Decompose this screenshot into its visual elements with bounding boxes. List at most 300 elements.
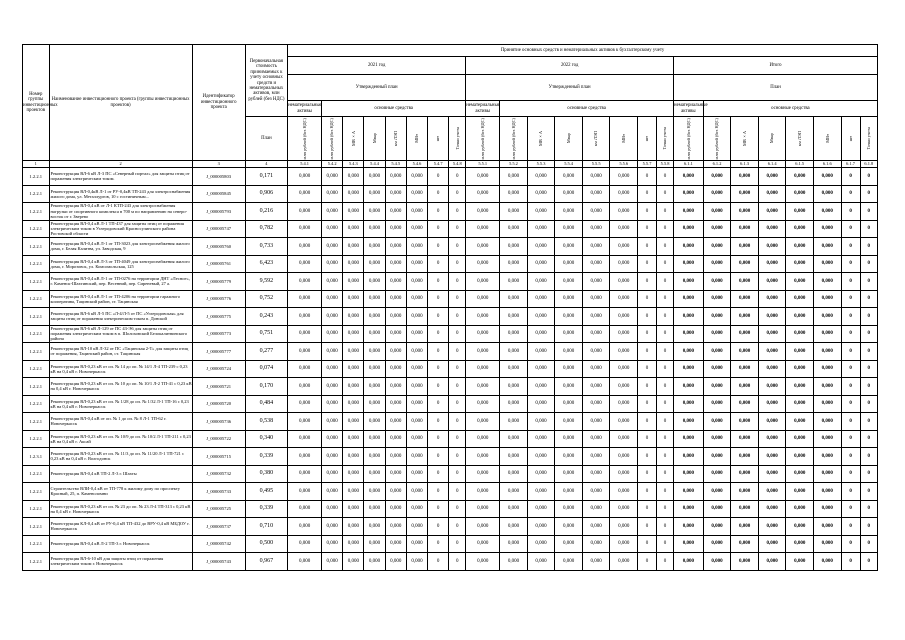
row-value: 0,000 — [786, 535, 814, 553]
row-value: 0,000 — [610, 535, 638, 553]
row-value: 0,000 — [322, 325, 343, 343]
row-value: 0,000 — [786, 448, 814, 466]
row-value: 0,000 — [731, 273, 759, 291]
row-value: 0 — [657, 535, 674, 553]
row-value: 0,000 — [731, 413, 759, 431]
row-value: 0 — [860, 465, 877, 483]
row-value: 0,000 — [500, 185, 528, 203]
row-value: 0,000 — [364, 220, 385, 238]
row-initial-cost: 0,339 — [245, 500, 287, 518]
row-group-code: 1.2.2.1 — [23, 465, 50, 483]
row-value: 0 — [428, 500, 449, 518]
row-value: 0,000 — [527, 168, 555, 186]
row-group-code: 1.2.2.1 — [23, 238, 50, 256]
row-value: 0,000 — [385, 483, 406, 501]
row-value: 0,000 — [385, 325, 406, 343]
row-value: 0,000 — [406, 483, 427, 501]
row-value: 0,000 — [364, 308, 385, 326]
row-value: 0,000 — [703, 360, 731, 378]
row-value: 0,000 — [813, 553, 841, 571]
row-value: 0,000 — [364, 360, 385, 378]
row-value: 0,000 — [610, 238, 638, 256]
row-project-name: Реконструкция ВЛ-0,4 кВ Л-1 от ТП-3023 для электроснабжения жилого дома, г. Белая Калитва, ул. Заводская, 9 — [49, 238, 192, 256]
row-value: 0,000 — [527, 413, 555, 431]
row-value: 0,000 — [813, 413, 841, 431]
row-value: 0 — [428, 483, 449, 501]
row-value: 0 — [637, 290, 656, 308]
row-project-id: J_000005747 — [192, 220, 245, 238]
row-value: 0,000 — [364, 343, 385, 361]
row-value: 0 — [860, 290, 877, 308]
row-project-id: J_000005742 — [192, 535, 245, 553]
column-number: 1 — [23, 161, 50, 168]
column-number: 3 — [192, 161, 245, 168]
row-initial-cost: 0,751 — [245, 325, 287, 343]
row-value: 0,000 — [406, 448, 427, 466]
row-value: 0,000 — [527, 378, 555, 396]
row-value: 0,000 — [758, 553, 786, 571]
row-value: 0,000 — [731, 430, 759, 448]
row-value: 0 — [860, 185, 877, 203]
row-project-id: J_000005724 — [192, 360, 245, 378]
table-row — [23, 535, 878, 553]
table-row — [23, 465, 878, 483]
row-value: 0,000 — [343, 360, 364, 378]
row-value: 0 — [860, 220, 877, 238]
row-project-name: Реконструкция ВЛ-6 кВ Л-5 ПС «Л-4/Л-5 от ПС «Углеродовская» для защиты птиц от поражения электрическим током п. Донской — [49, 308, 192, 326]
row-value: 0 — [449, 325, 466, 343]
row-value: 0 — [657, 203, 674, 221]
row-value: 0,000 — [555, 553, 583, 571]
row-value: 0,000 — [703, 255, 731, 273]
row-value: 0,000 — [466, 395, 500, 413]
row-value: 0,000 — [288, 308, 322, 326]
row-value: 0,000 — [406, 360, 427, 378]
row-value: 0 — [428, 255, 449, 273]
row-value: 0 — [637, 430, 656, 448]
row-value: 0,000 — [406, 203, 427, 221]
row-value: 0 — [449, 500, 466, 518]
row-value: 0 — [841, 255, 860, 273]
row-value: 0,000 — [786, 255, 814, 273]
row-value: 0,000 — [555, 255, 583, 273]
row-value: 0 — [657, 360, 674, 378]
row-value: 0,000 — [385, 535, 406, 553]
row-value: 0,000 — [610, 360, 638, 378]
header-plan-total: План — [674, 75, 878, 101]
row-value: 0 — [637, 378, 656, 396]
column-number: 5.4.3 — [343, 161, 364, 168]
header-unit-2022-7: шт — [637, 117, 656, 161]
column-number-row — [23, 161, 878, 168]
row-value: 0,000 — [674, 535, 704, 553]
row-value: 0,000 — [703, 343, 731, 361]
row-value: 0,000 — [786, 308, 814, 326]
row-value: 0,000 — [582, 308, 610, 326]
row-value: 0,000 — [610, 290, 638, 308]
row-value: 0,000 — [758, 168, 786, 186]
row-value: 0 — [428, 168, 449, 186]
row-value: 0,000 — [500, 448, 528, 466]
column-number: 5.4.8 — [449, 161, 466, 168]
row-value: 0,000 — [731, 465, 759, 483]
row-value: 0,000 — [555, 448, 583, 466]
row-value: 0,000 — [674, 553, 704, 571]
row-value: 0,000 — [786, 518, 814, 536]
row-value: 0,000 — [527, 518, 555, 536]
row-value: 0 — [860, 273, 877, 291]
row-value: 0,000 — [786, 325, 814, 343]
row-value: 0,000 — [288, 325, 322, 343]
row-value: 0,000 — [674, 185, 704, 203]
row-value: 0,000 — [731, 360, 759, 378]
row-value: 0,000 — [813, 185, 841, 203]
row-value: 0,000 — [322, 500, 343, 518]
header-unit-2021-7: шт — [428, 117, 449, 161]
row-value: 0,000 — [813, 465, 841, 483]
row-value: 0,000 — [288, 220, 322, 238]
row-value: 0 — [428, 553, 449, 571]
row-value: 0,000 — [703, 378, 731, 396]
row-value: 0 — [657, 395, 674, 413]
row-project-id: J_000005732 — [192, 465, 245, 483]
row-group-code: 1.2.2.1 — [23, 518, 50, 536]
row-value: 0,000 — [406, 378, 427, 396]
row-value: 0,000 — [731, 378, 759, 396]
row-value: 0,000 — [786, 290, 814, 308]
row-value: 0 — [449, 185, 466, 203]
row-value: 0,000 — [364, 290, 385, 308]
table-row — [23, 413, 878, 431]
row-value: 0,000 — [500, 378, 528, 396]
row-value: 0,000 — [786, 238, 814, 256]
row-value: 0,000 — [500, 273, 528, 291]
row-value: 0,000 — [555, 238, 583, 256]
table-row — [23, 395, 878, 413]
row-value: 0,000 — [703, 483, 731, 501]
column-number: 5.4.1 — [288, 161, 322, 168]
row-value: 0 — [449, 238, 466, 256]
row-value: 0 — [841, 290, 860, 308]
row-value: 0,000 — [343, 395, 364, 413]
row-value: 0,000 — [610, 220, 638, 238]
row-value: 0 — [657, 325, 674, 343]
row-value: 0,000 — [786, 220, 814, 238]
row-value: 0 — [449, 378, 466, 396]
row-value: 0,000 — [555, 185, 583, 203]
row-value: 0,000 — [582, 220, 610, 238]
row-value: 0,000 — [343, 168, 364, 186]
row-project-name: Реконструкция ВЛ-0,23 кВ от оп. № 14 до оп. № 14/1 Л-4 ТП-239 с 0,23 кВ на 0,4 кВ г. Новочеркасск — [49, 360, 192, 378]
row-value: 0,000 — [555, 483, 583, 501]
row-value: 0 — [449, 518, 466, 536]
row-value: 0,000 — [527, 238, 555, 256]
row-value: 0,000 — [555, 343, 583, 361]
row-value: 0 — [637, 518, 656, 536]
row-value: 0,000 — [343, 238, 364, 256]
row-value: 0 — [657, 308, 674, 326]
row-initial-cost: 0,752 — [245, 290, 287, 308]
header-cost-plan: План — [245, 117, 287, 161]
column-number: 6.1.4 — [758, 161, 786, 168]
row-value: 0,000 — [758, 308, 786, 326]
row-value: 0 — [449, 168, 466, 186]
row-value: 0,000 — [582, 343, 610, 361]
row-value: 0,000 — [703, 430, 731, 448]
row-value: 0,000 — [364, 413, 385, 431]
row-value: 0,000 — [527, 360, 555, 378]
row-value: 0,000 — [466, 308, 500, 326]
row-value: 0,000 — [703, 185, 731, 203]
row-value: 0,000 — [466, 238, 500, 256]
row-value: 0,000 — [813, 273, 841, 291]
row-value: 0,000 — [500, 290, 528, 308]
header-intangible-2021: нематериальные активы — [288, 101, 322, 117]
row-value: 0,000 — [582, 325, 610, 343]
row-value: 0 — [657, 448, 674, 466]
row-value: 0 — [657, 378, 674, 396]
row-initial-cost: 0,074 — [245, 360, 287, 378]
row-value: 0,000 — [674, 325, 704, 343]
header-intangible-total: нематериальные активы — [674, 101, 704, 117]
row-value: 0,000 — [364, 448, 385, 466]
header-unit-total-8: Точки учета — [860, 117, 877, 161]
row-value: 0 — [860, 413, 877, 431]
header-year-2021: 2021 год — [288, 57, 466, 75]
table-row — [23, 378, 878, 396]
row-value: 0,000 — [582, 483, 610, 501]
row-value: 0 — [428, 465, 449, 483]
row-value: 0,000 — [500, 395, 528, 413]
column-number: 6.1.7 — [841, 161, 860, 168]
row-group-code: 1.2.2.1 — [23, 168, 50, 186]
row-value: 0,000 — [406, 273, 427, 291]
row-value: 0,000 — [527, 325, 555, 343]
table-row — [23, 238, 878, 256]
row-project-id: J_000005760 — [192, 238, 245, 256]
row-initial-cost: 0,380 — [245, 465, 287, 483]
row-value: 0 — [449, 203, 466, 221]
row-value: 0 — [657, 553, 674, 571]
row-value: 0,000 — [385, 343, 406, 361]
header-unit-2021-6: МВт — [406, 117, 427, 161]
row-value: 0,000 — [364, 185, 385, 203]
row-project-name: Реконструкция КЛ-0,4 кВ от РУ-0,4 кВ ТП-432 до ВРУ-0,4 кВ МБДОУ г. Новочеркасск — [49, 518, 192, 536]
row-value: 0,000 — [385, 413, 406, 431]
row-value: 0,000 — [813, 518, 841, 536]
row-value: 0,000 — [322, 465, 343, 483]
row-value: 0,000 — [343, 413, 364, 431]
row-value: 0,000 — [500, 500, 528, 518]
row-value: 0,000 — [610, 448, 638, 466]
header-unit-2022-5: км ЛЭП — [582, 117, 610, 161]
row-project-name: Реконструкция ВЛ-0,4 кВ Л-2 ТП-3 г. Новочеркасск — [49, 535, 192, 553]
row-initial-cost: 0,733 — [245, 238, 287, 256]
row-value: 0,000 — [758, 255, 786, 273]
header-unit-2022-2: млн рублей (без НДС) — [500, 117, 528, 161]
header-approved-2022: Утвержденный план — [466, 75, 674, 101]
row-value: 0,000 — [703, 290, 731, 308]
row-value: 0,000 — [288, 518, 322, 536]
row-value: 0,000 — [466, 535, 500, 553]
row-value: 0,000 — [385, 185, 406, 203]
row-group-code: 1.2.2.1 — [23, 360, 50, 378]
row-value: 0,000 — [582, 448, 610, 466]
row-group-code: 1.2.2.1 — [23, 500, 50, 518]
row-project-name: Реконструкция ВЛ-0,4кВ Л-1 от РУ-0,4кВ ТП-243 для электроснабжения жилого дома, ул. Металлургов, 10 с гостиничным... — [49, 185, 192, 203]
row-value: 0,000 — [364, 535, 385, 553]
row-value: 0,000 — [582, 238, 610, 256]
column-number: 5.5.3 — [527, 161, 555, 168]
header-group-code: Номер группы инвестиционных проектов — [23, 45, 50, 161]
row-value: 0,000 — [466, 220, 500, 238]
row-value: 0 — [657, 273, 674, 291]
row-value: 0 — [841, 273, 860, 291]
row-value: 0,000 — [703, 465, 731, 483]
row-value: 0 — [428, 343, 449, 361]
row-value: 0,000 — [343, 483, 364, 501]
row-value: 0 — [841, 483, 860, 501]
row-project-name: Реконструкция ВЛ-0,23 кВ от оп. № 23 до оп. № 23 Л-4 ТП-313 с 0,23 кВ на 0,4 кВ г. Новочеркасск — [49, 500, 192, 518]
row-project-name: Реконструкция ВЛ-6-10 кВ для защиты птиц от поражения электрическим током г. Новочеркасск — [49, 553, 192, 571]
row-value: 0,000 — [582, 430, 610, 448]
row-value: 0 — [860, 343, 877, 361]
row-value: 0,000 — [343, 378, 364, 396]
row-value: 0,000 — [555, 465, 583, 483]
row-value: 0,000 — [758, 500, 786, 518]
row-value: 0,000 — [322, 535, 343, 553]
row-initial-cost: 0,500 — [245, 535, 287, 553]
row-value: 0,000 — [813, 430, 841, 448]
row-value: 0,000 — [758, 273, 786, 291]
row-project-name: Реконструкция ВЛ-0,4 кВ Л-1 от ТП-0276 на территории ДНТ «Лесное», г. Каменск-Шахтинский, пер. Весенний, пер. Сиреневый, 27 а. — [49, 273, 192, 291]
row-value: 0,000 — [674, 220, 704, 238]
row-value: 0,000 — [674, 203, 704, 221]
header-fixed-total: основные средства — [703, 101, 877, 117]
row-value: 0,000 — [758, 448, 786, 466]
row-value: 0,000 — [813, 395, 841, 413]
row-value: 0,000 — [610, 483, 638, 501]
column-number: 6.1.3 — [731, 161, 759, 168]
row-project-name: Реконструкция ВЛ-6 кВ Л-3 ПС «Северный портал» для защиты птиц от поражения электрическим током. — [49, 168, 192, 186]
row-value: 0,000 — [343, 273, 364, 291]
row-value: 0 — [428, 518, 449, 536]
header-unit-2021-8: Точки учета — [449, 117, 466, 161]
row-value: 0,000 — [786, 203, 814, 221]
table-row — [23, 553, 878, 571]
row-value: 0,000 — [674, 360, 704, 378]
row-value: 0,000 — [385, 448, 406, 466]
row-value: 0,000 — [786, 500, 814, 518]
row-value: 0 — [860, 483, 877, 501]
row-value: 0,000 — [466, 413, 500, 431]
row-value: 0,000 — [406, 325, 427, 343]
row-value: 0,000 — [322, 360, 343, 378]
table-row — [23, 500, 878, 518]
row-value: 0,000 — [582, 378, 610, 396]
column-number: 5.4.7 — [428, 161, 449, 168]
table-row — [23, 448, 878, 466]
column-number: 5.5.4 — [555, 161, 583, 168]
row-value: 0,000 — [786, 343, 814, 361]
row-value: 0,000 — [322, 395, 343, 413]
row-value: 0 — [449, 465, 466, 483]
row-value: 0,000 — [364, 238, 385, 256]
row-value: 0,000 — [385, 553, 406, 571]
row-value: 0,000 — [758, 518, 786, 536]
row-group-code: 1.2.2.1 — [23, 203, 50, 221]
row-value: 0 — [841, 448, 860, 466]
row-value: 0,000 — [343, 325, 364, 343]
row-value: 0 — [657, 500, 674, 518]
row-initial-cost: 0,243 — [245, 308, 287, 326]
row-value: 0 — [841, 395, 860, 413]
row-value: 0,000 — [786, 395, 814, 413]
row-value: 0 — [860, 255, 877, 273]
row-value: 0,000 — [703, 238, 731, 256]
column-number: 5.5.8 — [657, 161, 674, 168]
row-project-id: J_000005736 — [192, 413, 245, 431]
row-value: 0,000 — [288, 395, 322, 413]
row-project-id: J_000005777 — [192, 343, 245, 361]
row-value: 0,000 — [406, 220, 427, 238]
row-value: 0 — [841, 343, 860, 361]
row-group-code: 1.2.2.1 — [23, 185, 50, 203]
row-value: 0,000 — [610, 343, 638, 361]
row-value: 0,000 — [500, 238, 528, 256]
row-value: 0,000 — [343, 553, 364, 571]
row-value: 0,000 — [582, 168, 610, 186]
row-value: 0,000 — [343, 203, 364, 221]
row-value: 0,000 — [288, 273, 322, 291]
row-value: 0,000 — [731, 448, 759, 466]
row-initial-cost: 0,782 — [245, 220, 287, 238]
column-number: 6.1.1 — [674, 161, 704, 168]
row-value: 0 — [449, 553, 466, 571]
row-initial-cost: 0,340 — [245, 430, 287, 448]
row-value: 0,000 — [406, 238, 427, 256]
row-value: 0,000 — [703, 308, 731, 326]
row-value: 0,000 — [610, 465, 638, 483]
row-project-id: J_000005721 — [192, 378, 245, 396]
row-value: 0,000 — [758, 343, 786, 361]
row-value: 0 — [860, 378, 877, 396]
row-value: 0 — [428, 448, 449, 466]
row-project-name: Реконструкция ВЛ-0,4 кВ ТП-2 Л-3 г. Шахты — [49, 465, 192, 483]
row-value: 0,000 — [758, 430, 786, 448]
row-value: 0 — [637, 325, 656, 343]
row-value: 0,000 — [674, 255, 704, 273]
row-project-name: Реконструкция ВЛ-0,23 кВ от оп. № 10 до оп. № 10/1 Л-2 ТП-41 с 0,23 кВ на 0,4 кВ г. Новочеркасск — [49, 378, 192, 396]
row-group-code: 1.2.2.1 — [23, 273, 50, 291]
column-number: 5.5.6 — [610, 161, 638, 168]
row-value: 0,000 — [786, 378, 814, 396]
row-value: 0 — [428, 430, 449, 448]
row-value: 0 — [637, 220, 656, 238]
row-value: 0,000 — [406, 518, 427, 536]
row-value: 0,000 — [385, 395, 406, 413]
row-value: 0,000 — [610, 378, 638, 396]
header-project-name: Наименование инвестиционного проекта (группы инвестиционных проектов) — [49, 45, 192, 161]
row-value: 0,000 — [813, 360, 841, 378]
table-row — [23, 203, 878, 221]
row-value: 0,000 — [703, 448, 731, 466]
row-value: 0 — [637, 413, 656, 431]
row-value: 0 — [428, 185, 449, 203]
row-value: 0,000 — [703, 413, 731, 431]
table-row — [23, 325, 878, 343]
row-value: 0 — [841, 168, 860, 186]
